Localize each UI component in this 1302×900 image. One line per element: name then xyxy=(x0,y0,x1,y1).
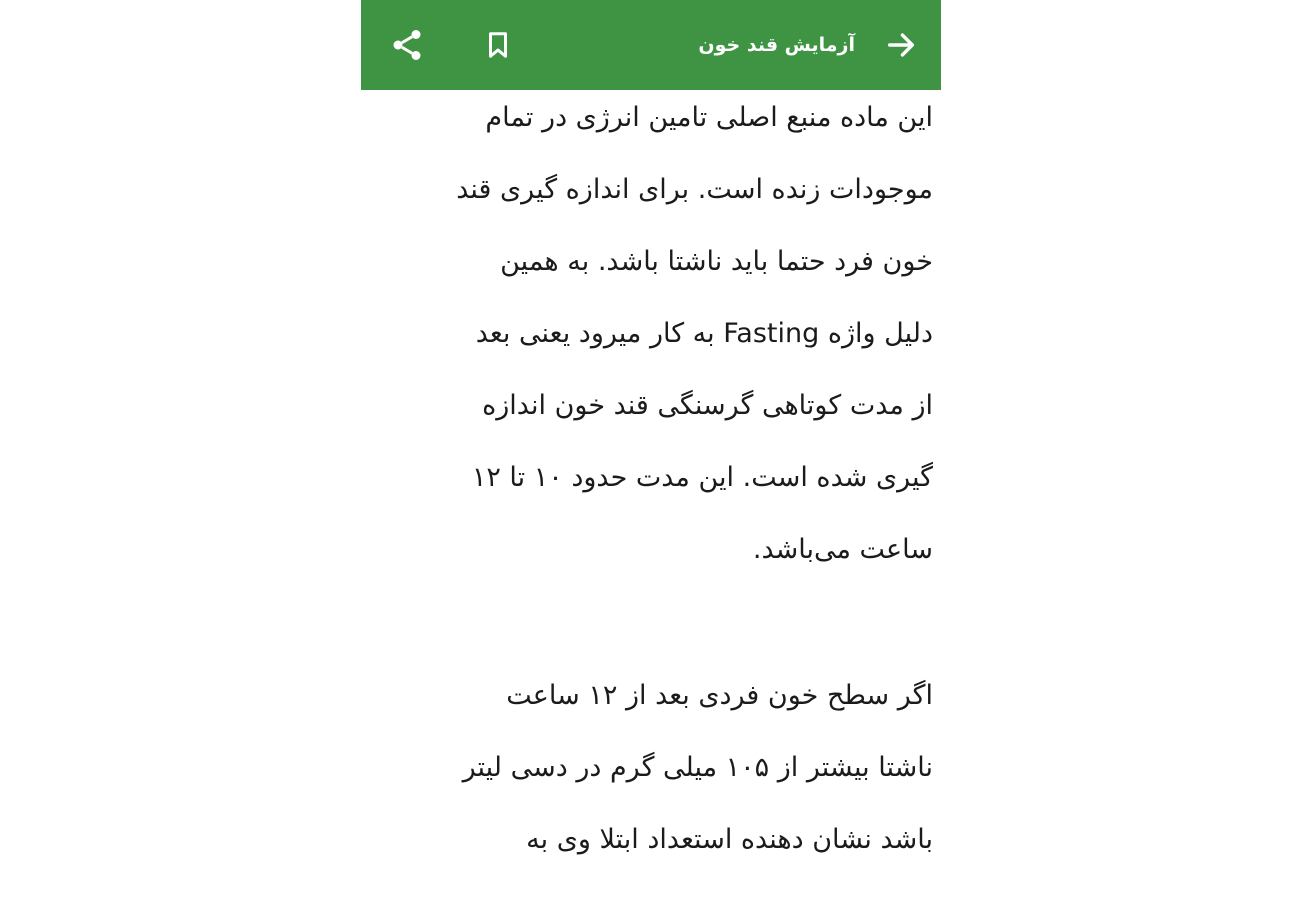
text-line: این ماده منبع اصلی تامین انرژی در تمام xyxy=(485,102,933,133)
article-paragraph xyxy=(368,90,933,586)
article-paragraph xyxy=(368,660,933,876)
arrow-right-icon xyxy=(884,28,918,62)
text-line: باشد نشان دهنده استعداد ابتلا وی به xyxy=(526,824,933,855)
text-line: موجودات زنده است. برای اندازه گیری قند xyxy=(456,174,933,205)
text-line: ناشتا بیشتر از ۱۰۵ میلی گرم در دسی لیتر xyxy=(462,752,933,783)
text-line: ساعت می‌باشد. xyxy=(752,534,933,565)
text-line: از مدت کوتاهی گرسنگی قند خون اندازه xyxy=(482,390,933,421)
share-icon xyxy=(389,27,425,63)
app-bar xyxy=(361,0,941,90)
text-line: اگر سطح خون فردی بعد از ۱۲ ساعت xyxy=(506,680,933,711)
share-button[interactable] xyxy=(384,22,430,68)
text-line: گیری شده است. این مدت حدود ۱۰ تا ۱۲ xyxy=(471,462,933,493)
text-line: خون فرد حتما باید ناشتا باشد. به همین xyxy=(500,246,933,277)
page-title: آزمایش قند خون xyxy=(698,34,855,56)
bookmark-icon xyxy=(483,28,513,62)
text-line: دلیل واژه Fasting به کار میرود یعنی بعد xyxy=(475,318,933,349)
phone-screen xyxy=(361,0,941,900)
article-content xyxy=(361,90,941,900)
back-button[interactable] xyxy=(878,22,924,68)
bookmark-button[interactable] xyxy=(475,22,521,68)
